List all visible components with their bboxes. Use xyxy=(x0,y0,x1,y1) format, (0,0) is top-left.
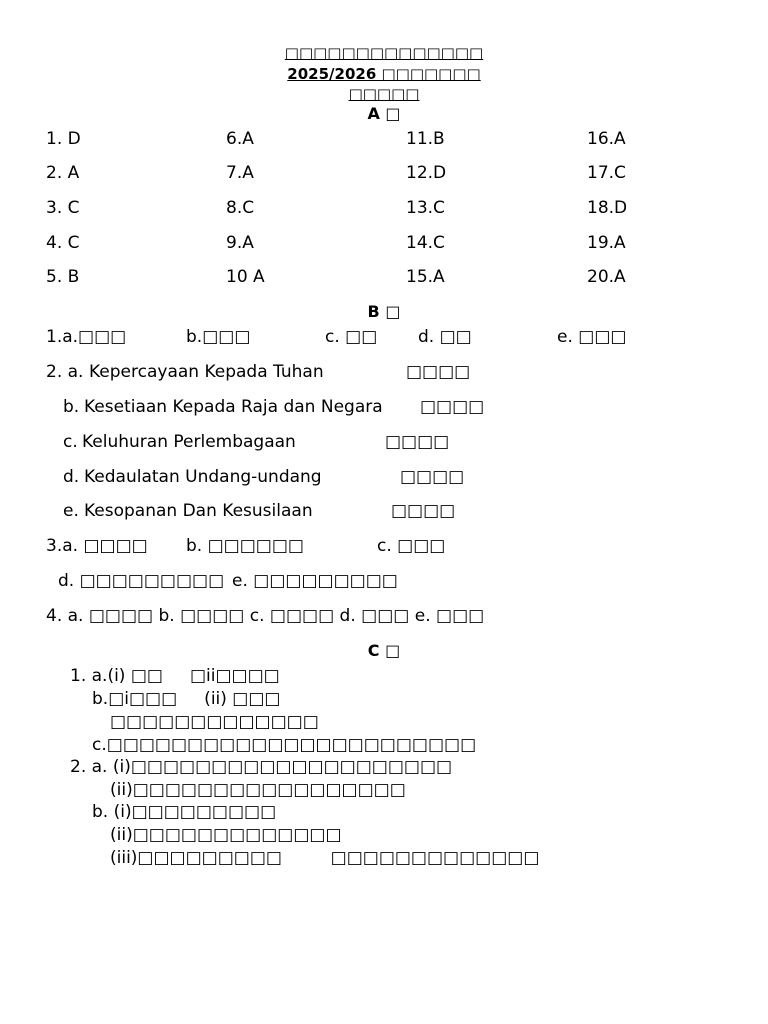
b-q2-a-label: 2. a. xyxy=(46,362,84,382)
answer-a-10: 10 A xyxy=(226,267,265,287)
b-q3-d: d. □□□□□□□□□ xyxy=(58,571,225,591)
b-q2-b-cn: □□□□ xyxy=(420,397,485,417)
c-q1a: 1. a.(i) □□ □ii□□□□ xyxy=(70,666,280,686)
c-q2a-i: 2. a. (i)□□□□□□□□□□□□□□□□□□□□ xyxy=(70,757,453,777)
c-q2b-ii: (ii)□□□□□□□□□□□□□ xyxy=(110,825,342,845)
answer-a-7: 7.A xyxy=(226,163,254,183)
answer-a-1: 1. D xyxy=(46,129,81,149)
exam-year-title: 2025/2026 □□□□□□□ xyxy=(287,65,481,83)
b-q3-c: c. □□□ xyxy=(377,536,446,556)
b-q1-b: b.□□□ xyxy=(186,327,251,347)
answer-a-20: 20.A xyxy=(587,267,626,287)
c-q1b: b.□i□□□ (ii) □□□ xyxy=(92,689,281,709)
b-q2-b-label: b. xyxy=(63,397,80,417)
b-q1-d: d. □□ xyxy=(418,327,472,347)
answer-a-19: 19.A xyxy=(587,233,626,253)
b-q2-b-text: Kesetiaan Kepada Raja dan Negara xyxy=(84,397,383,417)
b-q3-e: e. □□□□□□□□□ xyxy=(232,571,398,591)
b-q2-a-cn: □□□□ xyxy=(406,362,471,382)
b-q2-d-cn: □□□□ xyxy=(400,467,465,487)
section-a-heading: A □ xyxy=(367,104,401,123)
b-q2-c-text: Keluhuran Perlembagaan xyxy=(82,432,296,452)
answer-a-6: 6.A xyxy=(226,129,254,149)
school-title: □□□□□□□□□□□□□□ xyxy=(284,44,484,62)
answer-key-title: □□□□□ xyxy=(348,85,420,103)
answer-a-11: 11.B xyxy=(406,129,445,149)
answer-a-9: 9.A xyxy=(226,233,254,253)
answer-a-5: 5. B xyxy=(46,267,80,287)
b-q2-a-text: Kepercayaan Kepada Tuhan xyxy=(89,362,324,382)
c-q2a-ii: (ii)□□□□□□□□□□□□□□□□□ xyxy=(110,780,406,800)
answer-a-14: 14.C xyxy=(406,233,445,253)
answer-a-8: 8.C xyxy=(226,198,255,218)
section-c-heading: C □ xyxy=(367,641,401,660)
b-q4: 4. a. □□□□ b. □□□□ c. □□□□ d. □□□ e. □□□ xyxy=(46,606,485,626)
answer-a-3: 3. C xyxy=(46,198,80,218)
answer-a-2: 2. A xyxy=(46,163,80,183)
b-q2-c-cn: □□□□ xyxy=(385,432,450,452)
c-q2b-iii: (iii)□□□□□□□□□ □□□□□□□□□□□□□ xyxy=(110,848,540,868)
b-q2-e-label: e. xyxy=(63,501,79,521)
c-q1b-cont: □□□□□□□□□□□□□ xyxy=(110,712,319,732)
answer-a-16: 16.A xyxy=(587,129,626,149)
c-q1c: c.□□□□□□□□□□□□□□□□□□□□□□□ xyxy=(92,735,477,755)
answer-a-13: 13.C xyxy=(406,198,445,218)
answer-a-18: 18.D xyxy=(587,198,628,218)
answer-a-4: 4. C xyxy=(46,233,80,253)
b-q3-b: b. □□□□□□ xyxy=(186,536,304,556)
b-q2-d-text: Kedaulatan Undang-undang xyxy=(84,467,322,487)
b-q2-e-cn: □□□□ xyxy=(391,501,456,521)
b-q3-a: 3.a. □□□□ xyxy=(46,536,148,556)
b-q2-c-label: c. xyxy=(63,432,78,452)
b-q1-a: 1.a.□□□ xyxy=(46,327,127,347)
b-q1-e: e. □□□ xyxy=(557,327,627,347)
answer-a-17: 17.C xyxy=(587,163,626,183)
c-q2b-i: b. (i)□□□□□□□□□ xyxy=(92,802,277,822)
b-q2-e-text: Kesopanan Dan Kesusilaan xyxy=(84,501,313,521)
answer-a-12: 12.D xyxy=(406,163,447,183)
section-b-heading: B □ xyxy=(367,302,401,321)
answer-a-15: 15.A xyxy=(406,267,445,287)
b-q2-d-label: d. xyxy=(63,467,80,487)
b-q1-c: c. □□ xyxy=(325,327,378,347)
